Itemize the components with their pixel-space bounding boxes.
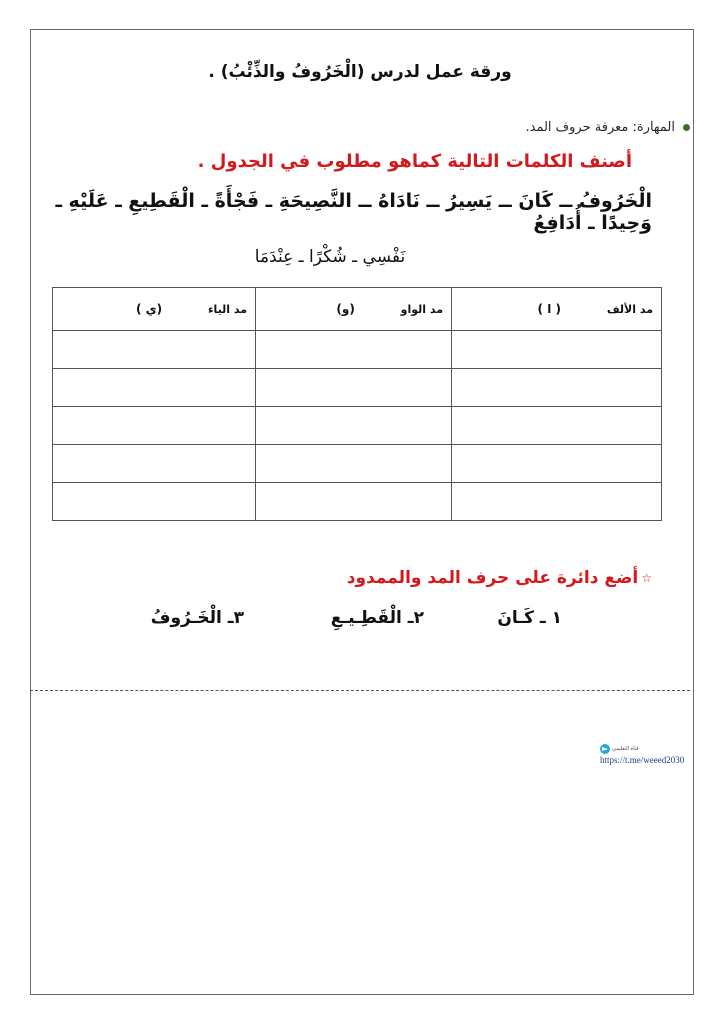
table-cell[interactable] [256,331,452,369]
worksheet-title: ورقة عمل لدرس (الْخَرُوفُ والذِّئْبُ) . [208,62,512,82]
table-row [53,369,662,407]
skill-text: المهارة: معرفة حروف المد. [525,120,675,135]
telegram-icon [600,744,610,754]
header-alif [452,288,662,331]
table-cell[interactable] [452,331,662,369]
table-row [53,445,662,483]
dashed-divider [30,690,690,691]
exercise-item-1: ١ ـ كَـانَ [497,608,562,628]
table-cell[interactable] [452,445,662,483]
table-cell[interactable] [256,445,452,483]
skill-line [525,120,690,135]
instruction-classify: أصنف الكلمات التالية كماهو مطلوب في الجدول . [197,151,632,172]
table-cell[interactable] [452,369,662,407]
table-row [53,407,662,445]
bullet-dot-icon [683,124,690,131]
table-cell[interactable] [256,369,452,407]
table-row [53,483,662,521]
instruction-circle [347,568,652,588]
table-cell[interactable] [256,483,452,521]
exercise-item-2: ٢ـ الْقَطِـيـعِ [330,608,424,628]
table-cell[interactable] [452,407,662,445]
word-list-line-2: نَفْسِي ـ شُكْرًا ـ عِنْدَمَا [254,247,406,267]
table-cell[interactable] [53,331,256,369]
table-cell[interactable] [53,369,256,407]
table-cell[interactable] [53,445,256,483]
exercise-item-3: ٣ـ الْخَـرُوفُ [150,608,244,628]
header-ya-label: مد الياء [207,303,248,316]
table-cell[interactable] [53,483,256,521]
header-alif-label: مد الألف [606,303,653,316]
header-waw-label: مد الواو [400,303,444,316]
header-waw [256,288,452,331]
header-ya-symbol: (ي ) [135,302,163,316]
table-cell[interactable] [53,407,256,445]
table-header-row [53,288,662,331]
word-list-line-1: الْخَرُوفُ ــ كَانَ ــ يَسِيرُ ــ نَادَاهُ ــ النَّصِيحَةِ ـ فَجْأَةً ـ الْقَطِيعِ ـ عَلَيْهِ ـ وَحِيدًا ـ أُدَافِعُ [55,190,652,234]
telegram-channel-name: قناة التعليمي [612,746,639,752]
classification-table [52,287,662,521]
table-cell[interactable] [256,407,452,445]
telegram-channel [600,744,694,754]
telegram-link[interactable]: https://t.me/weeed2030 [600,755,685,765]
table-row [53,331,662,369]
table-cell[interactable] [452,483,662,521]
instruction-circle-text: أضع دائرة على حرف المد والممدود [346,568,639,588]
telegram-footer [600,744,694,765]
header-waw-symbol: (و) [336,302,355,316]
header-ya [53,288,256,331]
star-icon: ☆ [641,571,652,585]
header-alif-symbol: ( ا ) [537,302,561,316]
